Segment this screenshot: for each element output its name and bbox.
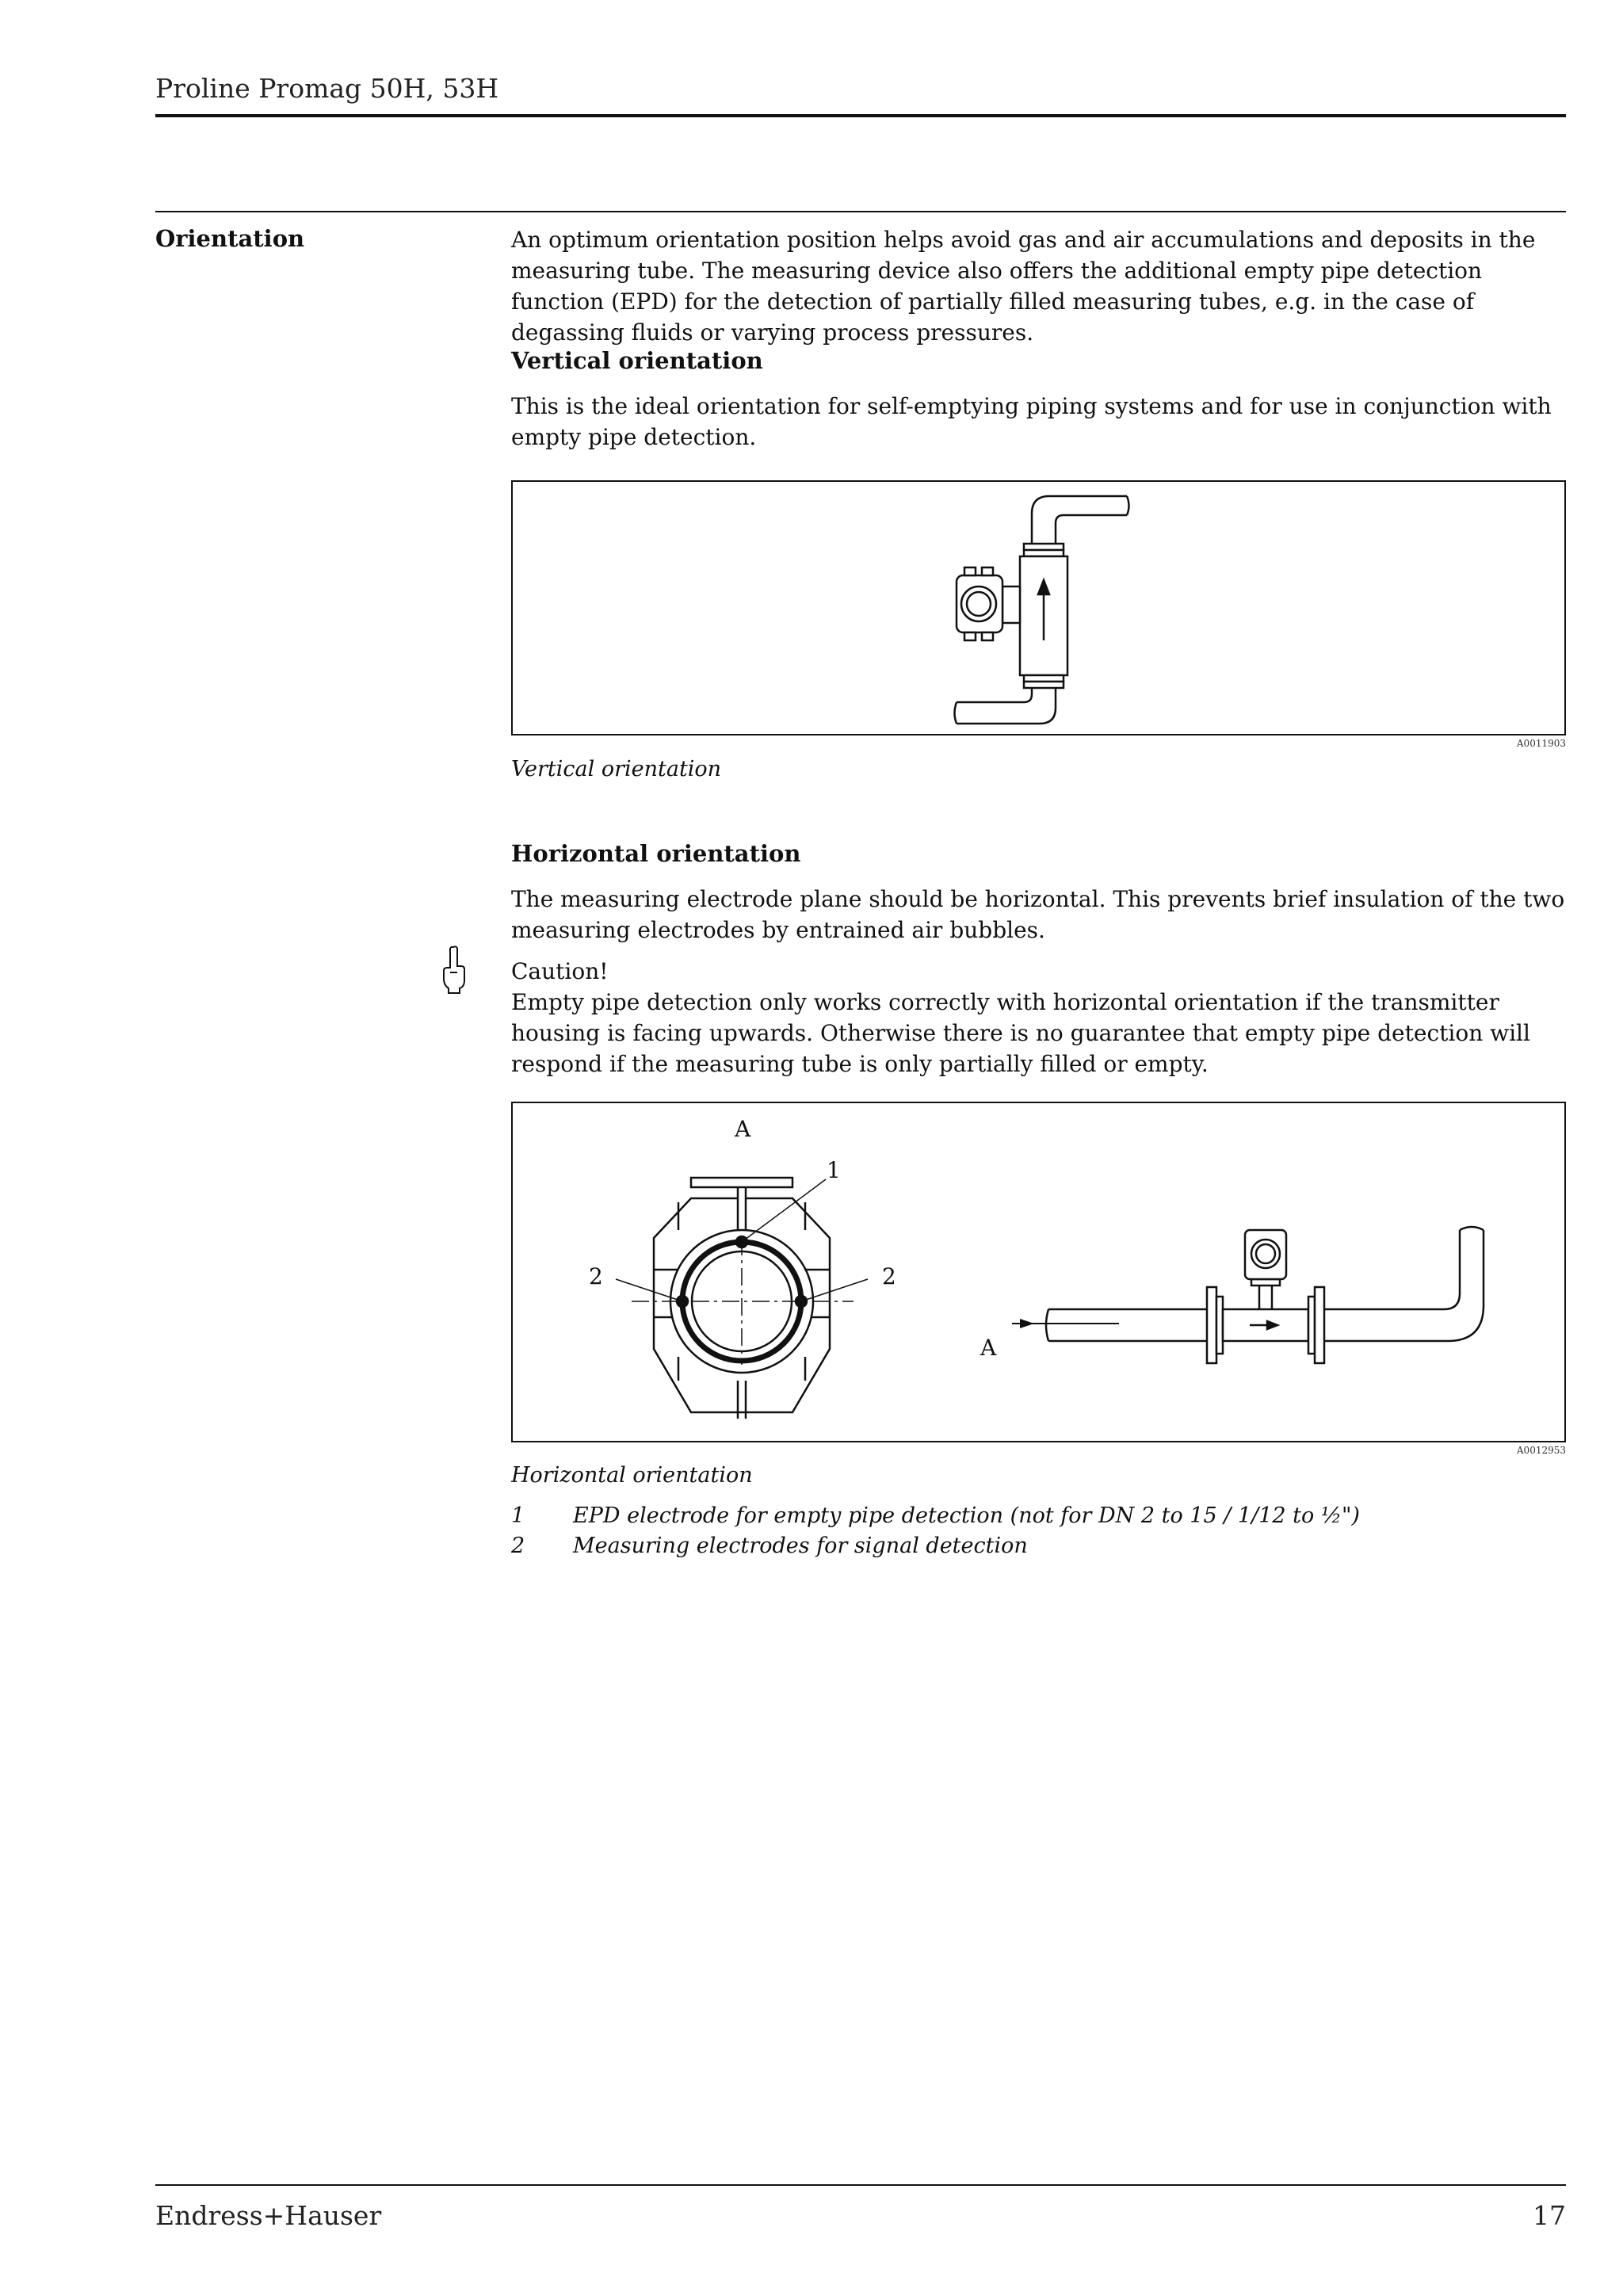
section-rule	[155, 211, 1566, 212]
figure-legend	[511, 1503, 1566, 1564]
figure-label-arrow-a: A	[980, 1335, 997, 1361]
vertical-caption: Vertical orientation	[511, 757, 722, 781]
caution-paragraph: Empty pipe detection only works correctly with horizontal orientation if the transmitter housing is facing upwards. Otherwise there is no guarantee that empty pipe detection will respond if the measuring tube is only partially filled or empty.	[511, 989, 1530, 1077]
vertical-paragraph: This is the ideal orientation for self-emptying piping systems and for use in conjunction with empty pipe detection.	[511, 393, 1552, 450]
horizontal-caption: Horizontal orientation	[511, 1463, 753, 1488]
intro-paragraph: An optimum orientation position helps avoid gas and air accumulations and deposits in the measuring tube. The measuring device also offers the additional empty pipe detection function (EPD) for the detection of partially filled measuring tubes, e.g. in the case of degassing fluids or varying process pressures.	[511, 227, 1536, 346]
figure-label-1: 1	[827, 1157, 841, 1183]
legend-text: EPD electrode for empty pipe detection (not for DN 2 to 15 / 1/12 to ½")	[573, 1503, 1360, 1528]
caution-title: Caution!	[511, 958, 609, 984]
figure-label-2-left: 2	[589, 1263, 603, 1289]
pointing-hand-icon	[441, 946, 469, 995]
figure-label-2-right: 2	[882, 1263, 896, 1289]
figure-label-view-a: A	[735, 1116, 751, 1142]
horizontal-orientation-diagram	[513, 1103, 1564, 1441]
horizontal-paragraph: The measuring electrode plane should be horizontal. This prevents brief insulation of the two measuring electrodes by entrained air bubbles.	[511, 886, 1565, 943]
horizontal-heading: Horizontal orientation	[511, 840, 801, 867]
vertical-orientation-figure	[511, 480, 1566, 735]
footer-rule	[155, 2184, 1566, 2186]
header-title: Proline Promag 50H, 53H	[155, 73, 499, 104]
legend-item	[511, 1503, 1566, 1534]
vertical-orientation-diagram	[513, 482, 1564, 734]
horizontal-figure-code: A0012953	[1516, 1445, 1566, 1456]
footer-company: Endress+Hauser	[155, 2200, 382, 2231]
vertical-figure-code: A0011903	[1516, 738, 1566, 749]
legend-number: 2	[511, 1534, 525, 1558]
legend-item	[511, 1534, 1566, 1564]
horizontal-orientation-figure	[511, 1102, 1566, 1442]
section-heading: Orientation	[155, 225, 305, 252]
vertical-heading: Vertical orientation	[511, 347, 763, 374]
legend-number: 1	[511, 1503, 525, 1528]
header-rule	[155, 114, 1566, 117]
legend-text: Measuring electrodes for signal detection	[573, 1534, 1028, 1558]
page-number: 17	[1533, 2200, 1566, 2231]
